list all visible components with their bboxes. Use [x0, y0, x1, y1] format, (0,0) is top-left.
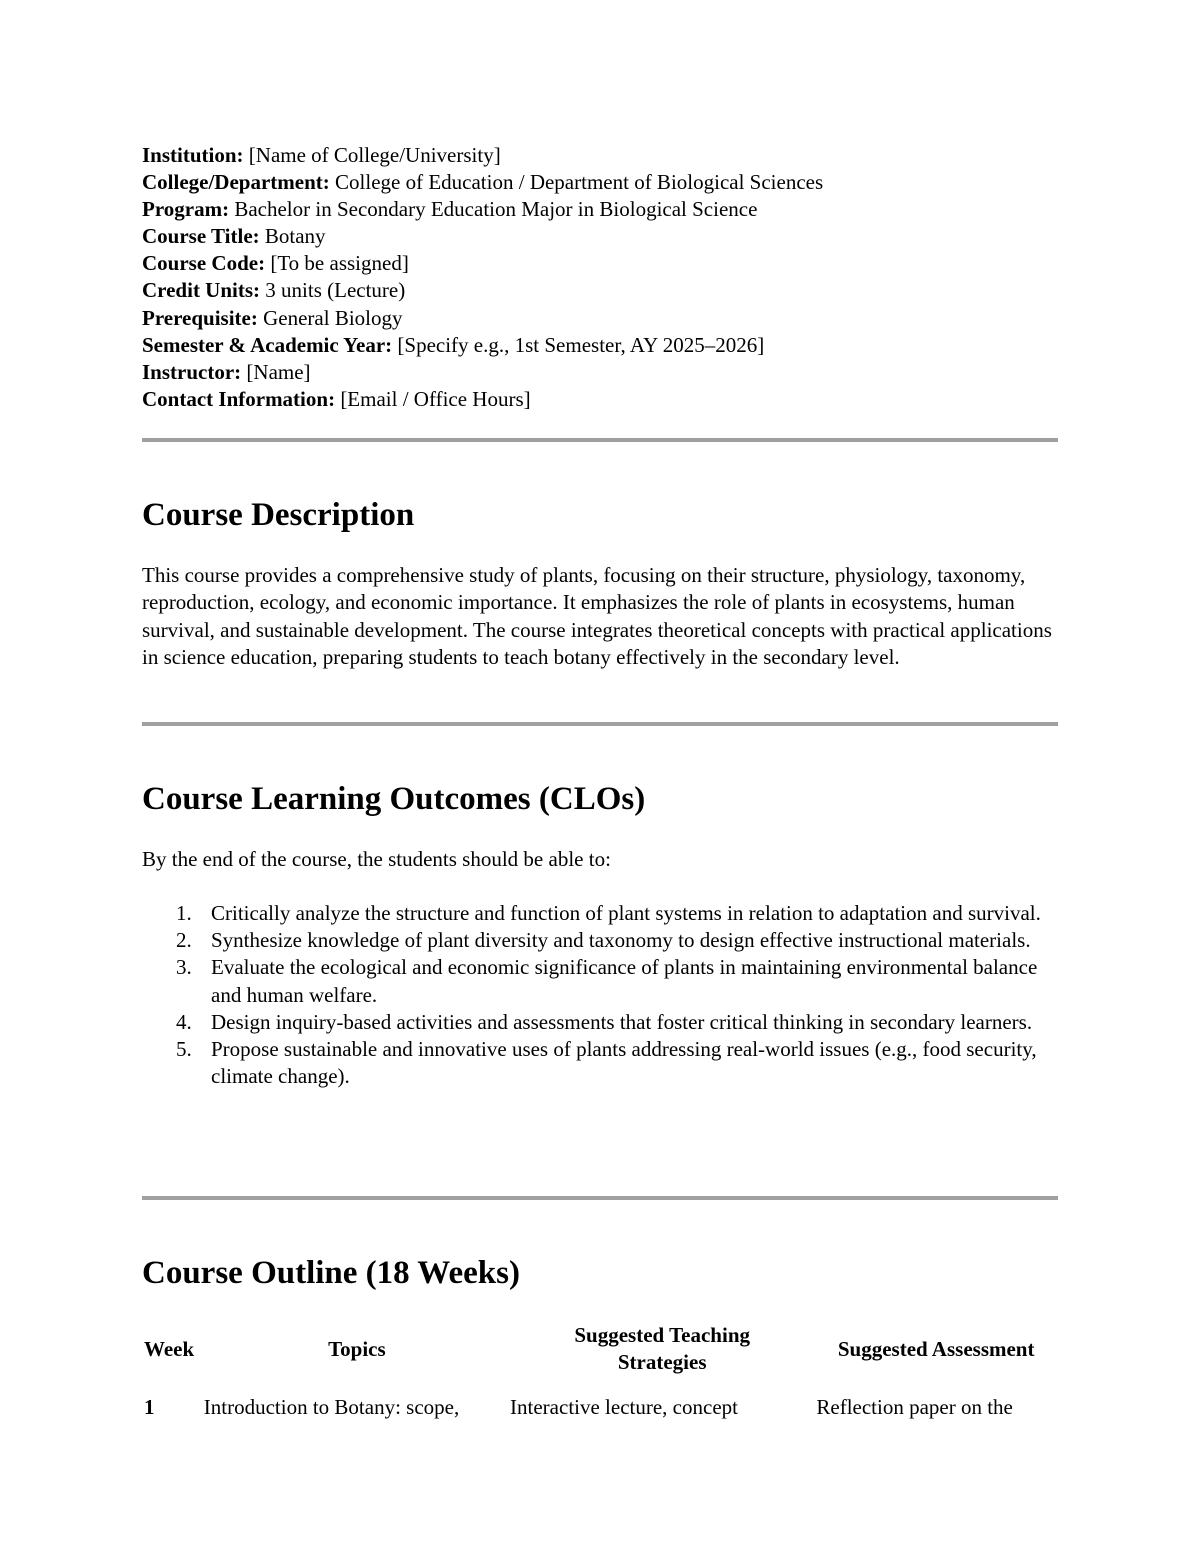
- column-header-week: Week: [144, 1336, 195, 1361]
- column-header-assessment: Suggested Assessment: [837, 1336, 1035, 1361]
- info-course-title: Course Title: Botany: [142, 224, 326, 249]
- section-divider: [142, 722, 1058, 726]
- info-credit-units: Credit Units: 3 units (Lecture): [142, 278, 406, 303]
- course-info-block: [142, 142, 823, 413]
- list-item: 2. Synthesize knowledge of plant diversity and taxonomy to design effective instructional materials.: [176, 928, 1031, 953]
- learning-outcomes-list: [142, 900, 1058, 1090]
- info-prerequisite: Prerequisite: General Biology: [142, 305, 403, 330]
- table-header-row: [142, 1322, 1058, 1376]
- course-description-text: This course provides a comprehensive study of plants, focusing on their structure, physiology, taxonomy, reproduction, ecology, and economic importance. It emphasizes the role of plants in ecosystems, human survival, and sustainable development. The course integrates theoretical concepts with practical applications in science education, preparing students to teach botany effectively in the secondary level.: [142, 563, 1052, 669]
- column-header-topics: Topics: [328, 1336, 386, 1361]
- list-item: 4. Design inquiry-based activities and assessments that foster critical thinking in secondary learners.: [176, 1009, 1033, 1034]
- learning-outcomes-intro: By the end of the course, the students should be able to:: [142, 847, 611, 871]
- section-divider: [142, 438, 1058, 442]
- info-program: Program: Bachelor in Secondary Education Major in Biological Science: [142, 197, 758, 222]
- info-department: College/Department: College of Education / Department of Biological Sciences: [142, 170, 824, 195]
- list-item: 5. Propose sustainable and innovative uses of plants addressing real-world issues (e.g., food security, climate change).: [176, 1037, 1037, 1089]
- info-course-code: Course Code: [To be assigned]: [142, 251, 409, 276]
- table-row: [142, 1376, 1058, 1421]
- course-outline-heading: Course Outline (18 Weeks): [142, 1255, 520, 1291]
- column-header-strategies: Suggested Teaching Strategies: [574, 1323, 751, 1374]
- section-divider: [142, 1196, 1058, 1200]
- list-item: 1. Critically analyze the structure and function of plant systems in relation to adaptation and survival.: [176, 901, 1041, 925]
- cell-strategy: Interactive lecture, concept: [510, 1395, 738, 1419]
- info-instructor: Instructor: [Name]: [142, 359, 311, 384]
- info-semester: Semester & Academic Year: [Specify e.g., 1st Semester, AY 2025–2026]: [142, 332, 765, 357]
- cell-assessment: Reflection paper on the: [816, 1395, 1013, 1419]
- course-outline-table: [142, 1322, 1058, 1421]
- list-item: 3. Evaluate the ecological and economic significance of plants in maintaining environmental balance and human welfare.: [176, 955, 1038, 1007]
- cell-week: 1: [144, 1395, 155, 1419]
- course-description-heading: Course Description: [142, 497, 415, 533]
- info-contact: Contact Information: [Email / Office Hours]: [142, 386, 531, 411]
- cell-topic: Introduction to Botany: scope,: [203, 1395, 460, 1419]
- learning-outcomes-heading: Course Learning Outcomes (CLOs): [142, 781, 646, 817]
- info-institution: Institution: [Name of College/University]: [142, 143, 501, 167]
